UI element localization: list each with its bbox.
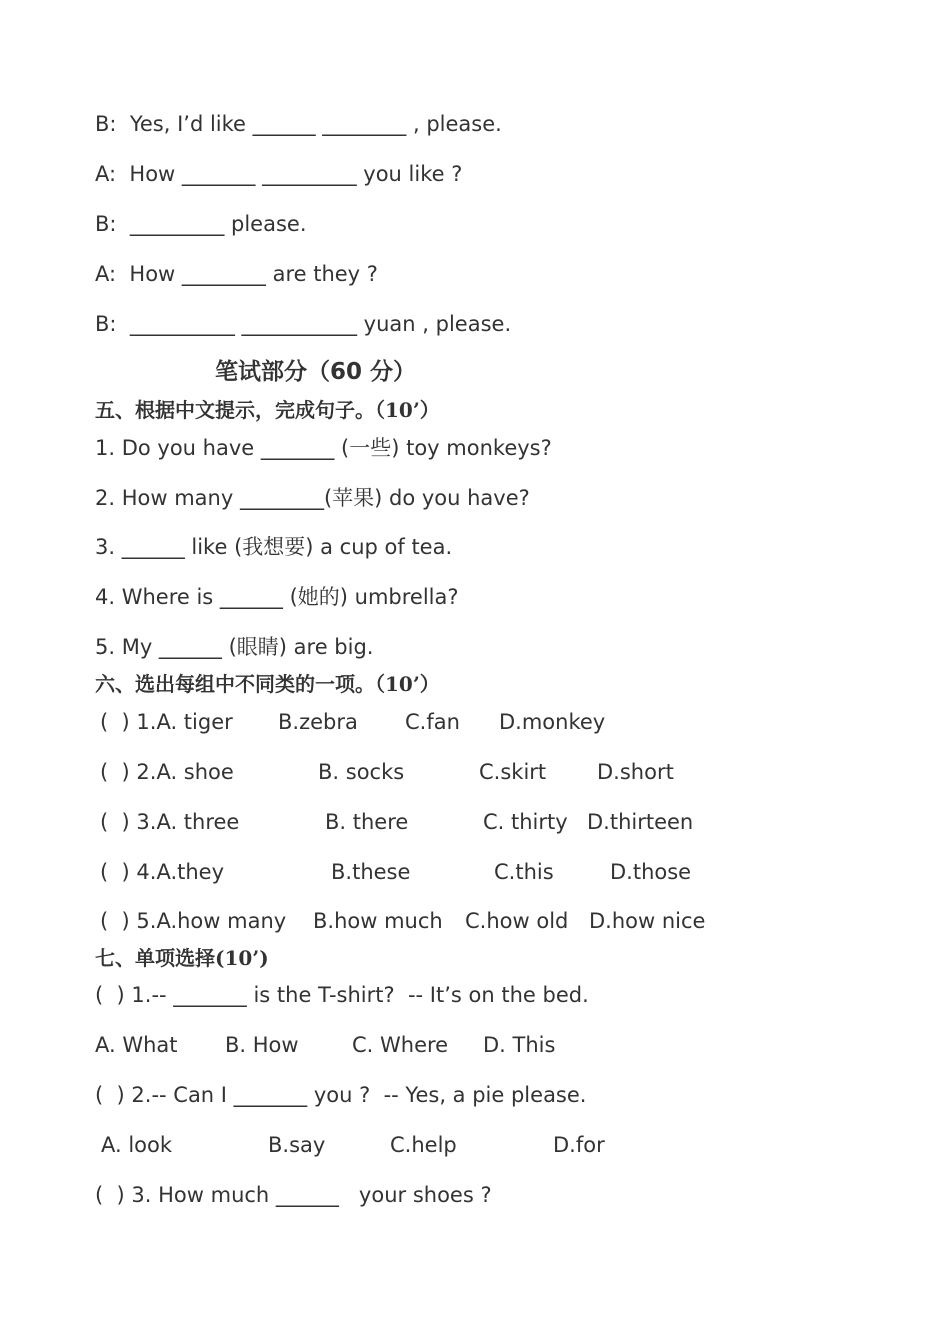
option-c: C.skirt [479,760,547,784]
question-stem: ( ) 5.A.how many [100,909,287,933]
option-a: A. What [95,1033,178,1057]
option-b: B. socks [318,760,405,784]
dialogue-line-1: B: Yes, I’d like ______ ________ , please. [95,112,502,136]
option-b: B.zebra [278,710,358,734]
option-d: D.for [553,1133,605,1157]
option-b: B.these [331,860,411,884]
question-stem: ( ) 4.A.they [100,860,225,884]
written-part-title: 笔试部分（60 分） [215,359,417,385]
section5-item-3: 3. ______ like (我想要) a cup of tea. [95,535,453,559]
dialogue-line-5: B: __________ ___________ yuan , please. [95,312,512,336]
option-c: C. Where [352,1033,449,1057]
section7-question-1: ( ) 1.-- _______ is the T-shirt? -- It’s on the bed. [95,983,589,1007]
dialogue-line-2: A: How _______ _________ you like ? [95,162,463,186]
option-c: C.fan [405,710,460,734]
section7-heading: 七、单项选择(10’) [95,946,269,970]
option-c: C. thirty [483,810,568,834]
option-b: B.say [268,1133,326,1157]
option-b: B.how much [313,909,443,933]
option-b: B. How [225,1033,299,1057]
option-a: A. look [101,1133,173,1157]
section5-item-2: 2. How many ________(苹果) do you have? [95,486,530,510]
section7-question-3: ( ) 3. How much ______ your shoes ? [95,1183,492,1207]
option-d: D.monkey [499,710,606,734]
section7-question-2: ( ) 2.-- Can I _______ you ? -- Yes, a pie please. [95,1083,587,1107]
section5-item-1: 1. Do you have _______ (一些) toy monkeys? [95,436,552,460]
question-stem: ( ) 2.A. shoe [100,760,234,784]
section5-item-4: 4. Where is ______ (她的) umbrella? [95,585,459,609]
section5-heading: 五、根据中文提示，完成句子。（10’） [95,398,440,422]
option-b: B. there [325,810,409,834]
question-stem: ( ) 3.A. three [100,810,240,834]
dialogue-line-3: B: _________ please. [95,212,307,236]
option-d: D. This [483,1033,556,1057]
question-stem: ( ) 1.A. tiger [100,710,233,734]
option-d: D.how nice [589,909,706,933]
section6-heading: 六、选出每组中不同类的一项。（10’） [95,672,440,696]
option-d: D.thirteen [587,810,694,834]
option-d: D.short [597,760,674,784]
option-d: D.those [610,860,692,884]
option-c: C.this [494,860,554,884]
option-c: C.how old [465,909,569,933]
option-c: C.help [390,1133,457,1157]
dialogue-line-4: A: How ________ are they ? [95,262,378,286]
section5-item-5: 5. My ______ (眼睛) are big. [95,635,374,659]
